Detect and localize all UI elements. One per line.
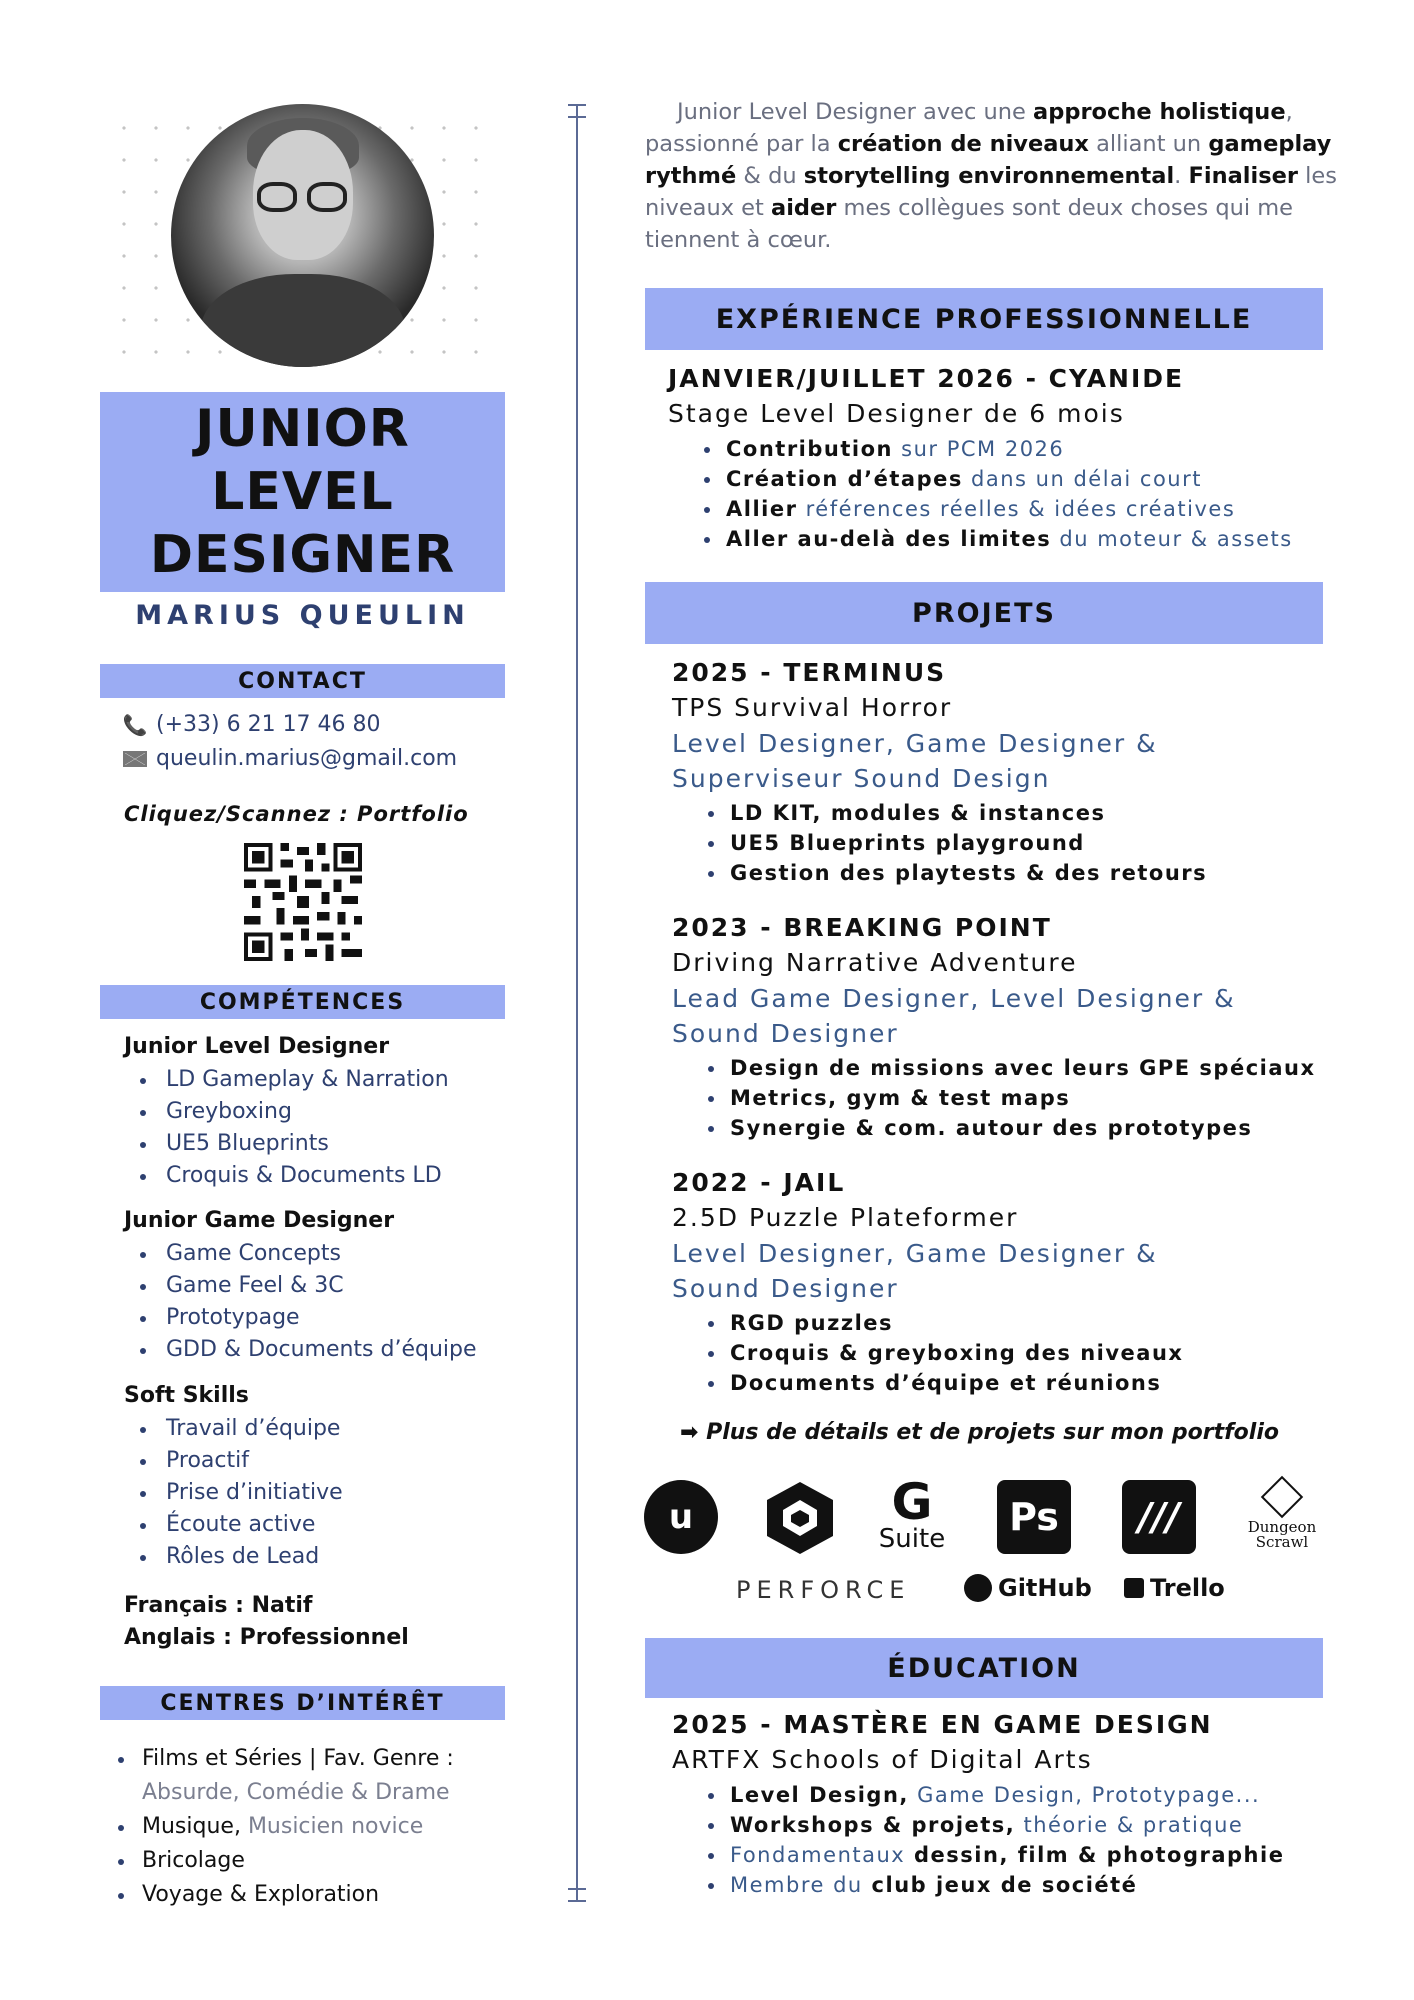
list-item: Metrics, gym & test maps: [672, 1083, 1332, 1113]
list-item: Musique, Musicien novice: [108, 1810, 454, 1844]
unity-icon: [760, 1478, 840, 1558]
phone-icon: 📞: [122, 712, 148, 737]
skill-group-level-designer: Junior Level Designer LD Gameplay & Narration Greyboxing UE5 Blueprints Croquis & Documents LD: [124, 1032, 449, 1192]
list-item: Synergie & com. autour des prototypes: [672, 1113, 1332, 1143]
list-item: Croquis & Documents LD: [124, 1160, 449, 1192]
gsuite-icon: G Suite: [878, 1473, 946, 1554]
list-item: Proactif: [124, 1445, 343, 1477]
list-item: Création d’étapes dans un délai court: [668, 464, 1328, 494]
list-item: Documents d’équipe et réunions: [672, 1368, 1332, 1398]
list-item: LD KIT, modules & instances: [672, 798, 1332, 828]
list-item: Membre du club jeux de société: [672, 1870, 1332, 1900]
skills-heading: COMPÉTENCES: [100, 985, 505, 1019]
list-item: LD Gameplay & Narration: [124, 1064, 449, 1096]
email-line[interactable]: [122, 746, 457, 771]
education-heading: ÉDUCATION: [645, 1638, 1323, 1698]
list-item: Fondamentaux dessin, film & photographie: [672, 1840, 1332, 1870]
miro-icon: ///: [1122, 1480, 1196, 1554]
email-address[interactable]: queulin.marius@gmail.com: [156, 746, 458, 771]
list-item: Contribution sur PCM 2026: [668, 434, 1328, 464]
language-french: Français : Natif: [124, 1593, 313, 1618]
candidate-name: MARIUS QUEULIN: [135, 600, 470, 631]
projects-heading: PROJETS: [645, 582, 1323, 644]
list-item: Travail d’équipe: [124, 1413, 343, 1445]
profile-photo: [171, 104, 434, 367]
education-entry: 2025 - MASTÈRE EN GAME DESIGN ARTFX Schools of Digital Arts Level Design, Game Design, Prototypage... Workshops & projets, théorie & pratique Fondamentaux dessin, film & photographie Membre du club jeux de société: [672, 1708, 1332, 1900]
list-item: Aller au-delà des limites du moteur & assets: [668, 524, 1328, 554]
interests-heading: CENTRES D’INTÉRÊT: [100, 1686, 505, 1720]
interests-list: [108, 1742, 454, 1912]
list-item: Voyage & Exploration: [108, 1878, 454, 1912]
phone-line[interactable]: [122, 712, 381, 737]
list-item: Rôles de Lead: [124, 1541, 343, 1573]
skill-group-soft-skills: Soft Skills Travail d’équipe Proactif Prise d’initiative Écoute active Rôles de Lead: [124, 1381, 343, 1573]
list-item: UE5 Blueprints playground: [672, 828, 1332, 858]
column-divider: [576, 104, 578, 1902]
list-item: UE5 Blueprints: [124, 1128, 449, 1160]
list-item: Croquis & greyboxing des niveaux: [672, 1338, 1332, 1368]
divider-cap-top: [568, 104, 586, 106]
divider-cap-bottom: [568, 1900, 586, 1902]
divider-cap-top: [568, 116, 586, 118]
photoshop-icon: Ps: [997, 1480, 1071, 1554]
dungeon-scrawl-icon: Dungeon Scrawl: [1232, 1482, 1332, 1550]
unreal-engine-icon: u: [644, 1480, 718, 1554]
language-english: Anglais : Professionnel: [124, 1625, 409, 1650]
contact-heading: CONTACT: [100, 664, 505, 698]
intro-paragraph: Junior Level Designer avec une approche holistique, passionné par la création de niveaux alliant un gameplay rythmé & du storytelling environnemental. Finaliser les niveaux et aider mes collègues sont deux choses qui me tiennent à cœur.: [645, 99, 1337, 253]
envelope-icon: [122, 748, 148, 770]
list-item: GDD & Documents d’équipe: [124, 1334, 477, 1366]
list-item: Allier références réelles & idées créatives: [668, 494, 1328, 524]
list-item: Bricolage: [108, 1844, 454, 1878]
project-entry-breaking-point: 2023 - BREAKING POINT Driving Narrative Adventure Lead Game Designer, Level Designer & Sound Designer Design de missions avec leurs GPE spéciaux Metrics, gym & test maps Synergie & com. autour des prototypes: [672, 911, 1332, 1143]
project-entry-jail: 2022 - JAIL 2.5D Puzzle Plateformer Level Designer, Game Designer & Sound Designer RGD puzzles Croquis & greyboxing des niveaux Documents d’équipe et réunions: [672, 1166, 1332, 1398]
qr-code-icon[interactable]: [244, 843, 362, 961]
list-item: Workshops & projets, théorie & pratique: [672, 1810, 1332, 1840]
list-item: Prise d’initiative: [124, 1477, 343, 1509]
list-item: Game Feel & 3C: [124, 1270, 477, 1302]
skill-group-game-designer: Junior Game Designer Game Concepts Game Feel & 3C Prototypage GDD & Documents d’équipe: [124, 1206, 477, 1366]
perforce-icon: PERFORCE: [736, 1576, 911, 1604]
github-icon: GitHub: [964, 1574, 1092, 1602]
list-item: Level Design, Game Design, Prototypage...: [672, 1780, 1332, 1810]
portfolio-prompt: Cliquez/Scannez : Portfolio: [124, 802, 469, 826]
project-entry-terminus: 2025 - TERMINUS TPS Survival Horror Level Designer, Game Designer & Superviseur Sound Design LD KIT, modules & instances UE5 Blueprints playground Gestion des playtests & des retours: [672, 656, 1332, 888]
trello-icon: Trello: [1124, 1574, 1225, 1602]
job-title: JUNIOR LEVEL DESIGNER: [100, 392, 505, 592]
list-item: Films et Séries | Fav. Genre : Absurde, Comédie & Drame: [108, 1742, 454, 1810]
list-item: Design de missions avec leurs GPE spéciaux: [672, 1053, 1332, 1083]
list-item: Game Concepts: [124, 1238, 477, 1270]
phone-number[interactable]: (+33) 6 21 17 46 80: [156, 712, 381, 737]
experience-heading: EXPÉRIENCE PROFESSIONNELLE: [645, 288, 1323, 350]
list-item: Écoute active: [124, 1509, 343, 1541]
list-item: Prototypage: [124, 1302, 477, 1334]
divider-cap-bottom: [568, 1888, 586, 1890]
experience-entry: JANVIER/JUILLET 2026 - CYANIDE Stage Level Designer de 6 mois Contribution sur PCM 2026 Création d’étapes dans un délai court Allier références réelles & idées créatives Aller au-delà des limites du moteur & assets: [668, 362, 1328, 554]
list-item: RGD puzzles: [672, 1308, 1332, 1338]
list-item: Gestion des playtests & des retours: [672, 858, 1332, 888]
list-item: Greyboxing: [124, 1096, 449, 1128]
portfolio-link[interactable]: ➡ Plus de détails et de projets sur mon portfolio: [680, 1420, 1279, 1445]
